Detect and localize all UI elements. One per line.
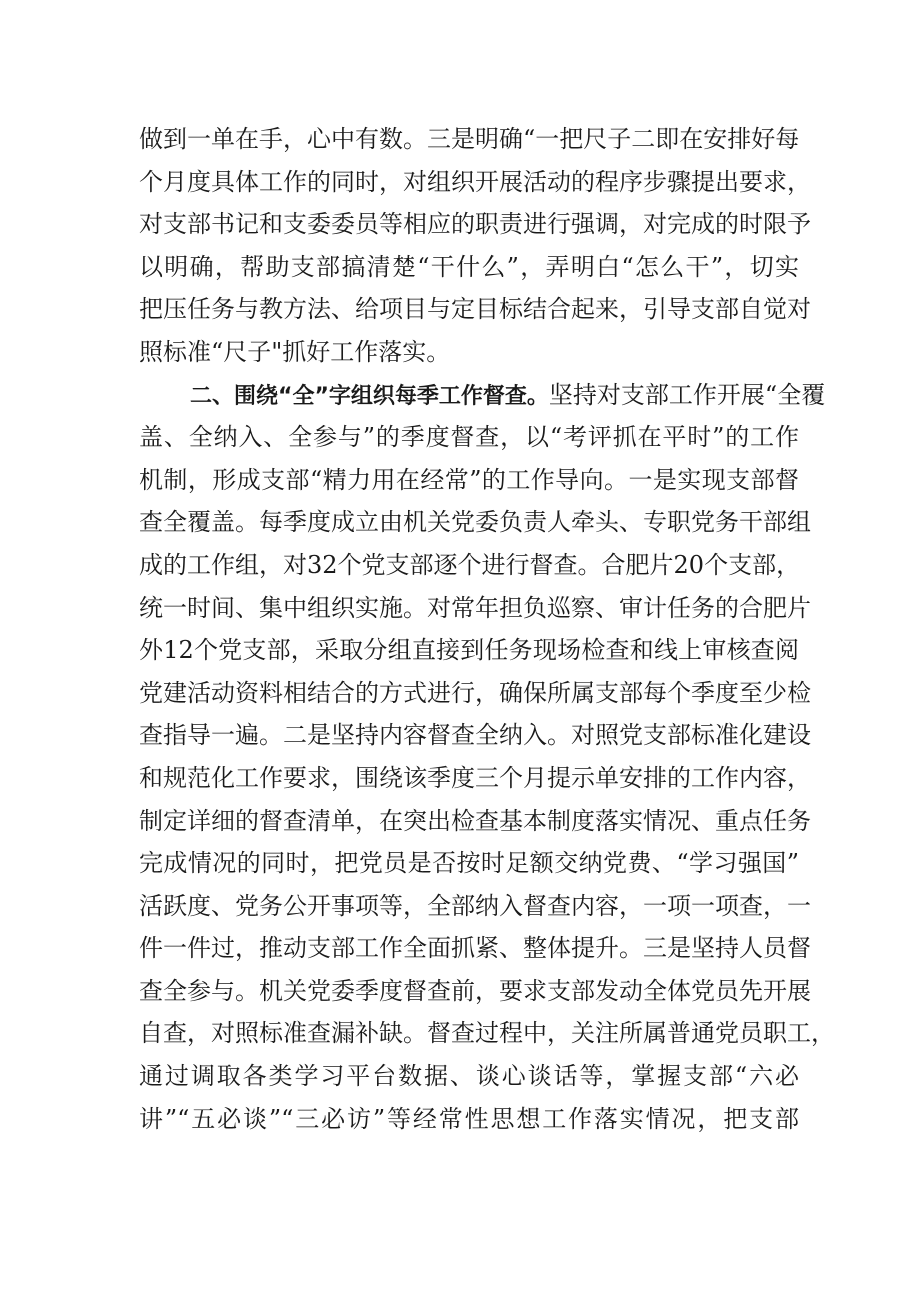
text-line: 做到一单在手，心中有数。三是明确“一把尺子二即在安排好每 bbox=[139, 125, 800, 153]
text-line: 照标准“尺子"抓好工作落实。 bbox=[139, 337, 451, 366]
document-body bbox=[139, 118, 835, 1140]
text-line: 个月度具体工作的同时，对组织开展活动的程序步骤提出要求， bbox=[139, 167, 811, 196]
paragraph-1 bbox=[139, 118, 811, 374]
text-line: 通过调取各类学习平台数据、谈心谈话等，掌握支部“六必 bbox=[139, 1062, 799, 1091]
text-line: 成的工作组，对32个党支部逐个进行督查。合肥片20个支部， bbox=[139, 550, 801, 579]
text-run: 坚持对支部工作开展“全覆 bbox=[548, 380, 826, 409]
paragraph-2 bbox=[139, 374, 835, 1141]
text-line: 自查，对照标准查漏补缺。督查过程中，关注所属普通党员职工， bbox=[139, 1019, 835, 1048]
section-heading: 二、围绕“全”字组织每季工作督查。 bbox=[190, 383, 549, 409]
paragraph-first-line bbox=[139, 374, 826, 417]
text-line: 党建活动资料相结合的方式进行，确保所属支部每个季度至少检 bbox=[139, 678, 811, 707]
text-line: 机制，形成支部“精力用在经常”的工作导向。一是实现支部督 bbox=[139, 465, 799, 494]
text-line: 完成情况的同时，把党员是否按时足额交纳党费、“学习强国” bbox=[139, 849, 799, 878]
text-line: 对支部书记和支委委员等相应的职责进行强调，对完成的时限予 bbox=[139, 210, 811, 239]
text-line: 件一件过，推动支部工作全面抓紧、整体提升。三是坚持人员督 bbox=[139, 934, 811, 963]
text-line: 活跃度、党务公开事项等，全部纳入督查内容，一项一项查，一 bbox=[139, 891, 811, 920]
text-line: 和规范化工作要求，围绕该季度三个月提示单安排的工作内容， bbox=[139, 763, 811, 792]
text-line: 盖、全纳入、全参与”的季度督查，以“考评抓在平时”的工作 bbox=[139, 423, 799, 452]
text-line: 制定详细的督查清单，在突出检查基本制度落实情况、重点任务 bbox=[139, 806, 811, 835]
text-line: 讲”“五必谈”“三必访”等经常性思想工作落实情况，把支部 bbox=[139, 1104, 799, 1133]
text-line: 外12个党支部，采取分组直接到任务现场检查和线上审核查阅 bbox=[139, 636, 799, 665]
text-line: 查全参与。机关党委季度督查前，要求支部发动全体党员先开展 bbox=[139, 976, 811, 1005]
text-line: 查指导一遍。二是坚持内容督查全纳入。对照党支部标准化建设 bbox=[139, 721, 811, 750]
text-line: 查全覆盖。每季度成立由机关党委负责人牵头、专职党务干部组 bbox=[139, 508, 811, 537]
text-line: 统一时间、集中组织实施。对常年担负巡察、审计任务的合肥片 bbox=[139, 593, 811, 622]
text-line: 把压任务与教方法、给项目与定目标结合起来，引导支部自觉对 bbox=[139, 295, 811, 324]
text-line: 以明确，帮助支部搞清楚“干什么”，弄明白“怎么干”，切实 bbox=[139, 252, 799, 281]
